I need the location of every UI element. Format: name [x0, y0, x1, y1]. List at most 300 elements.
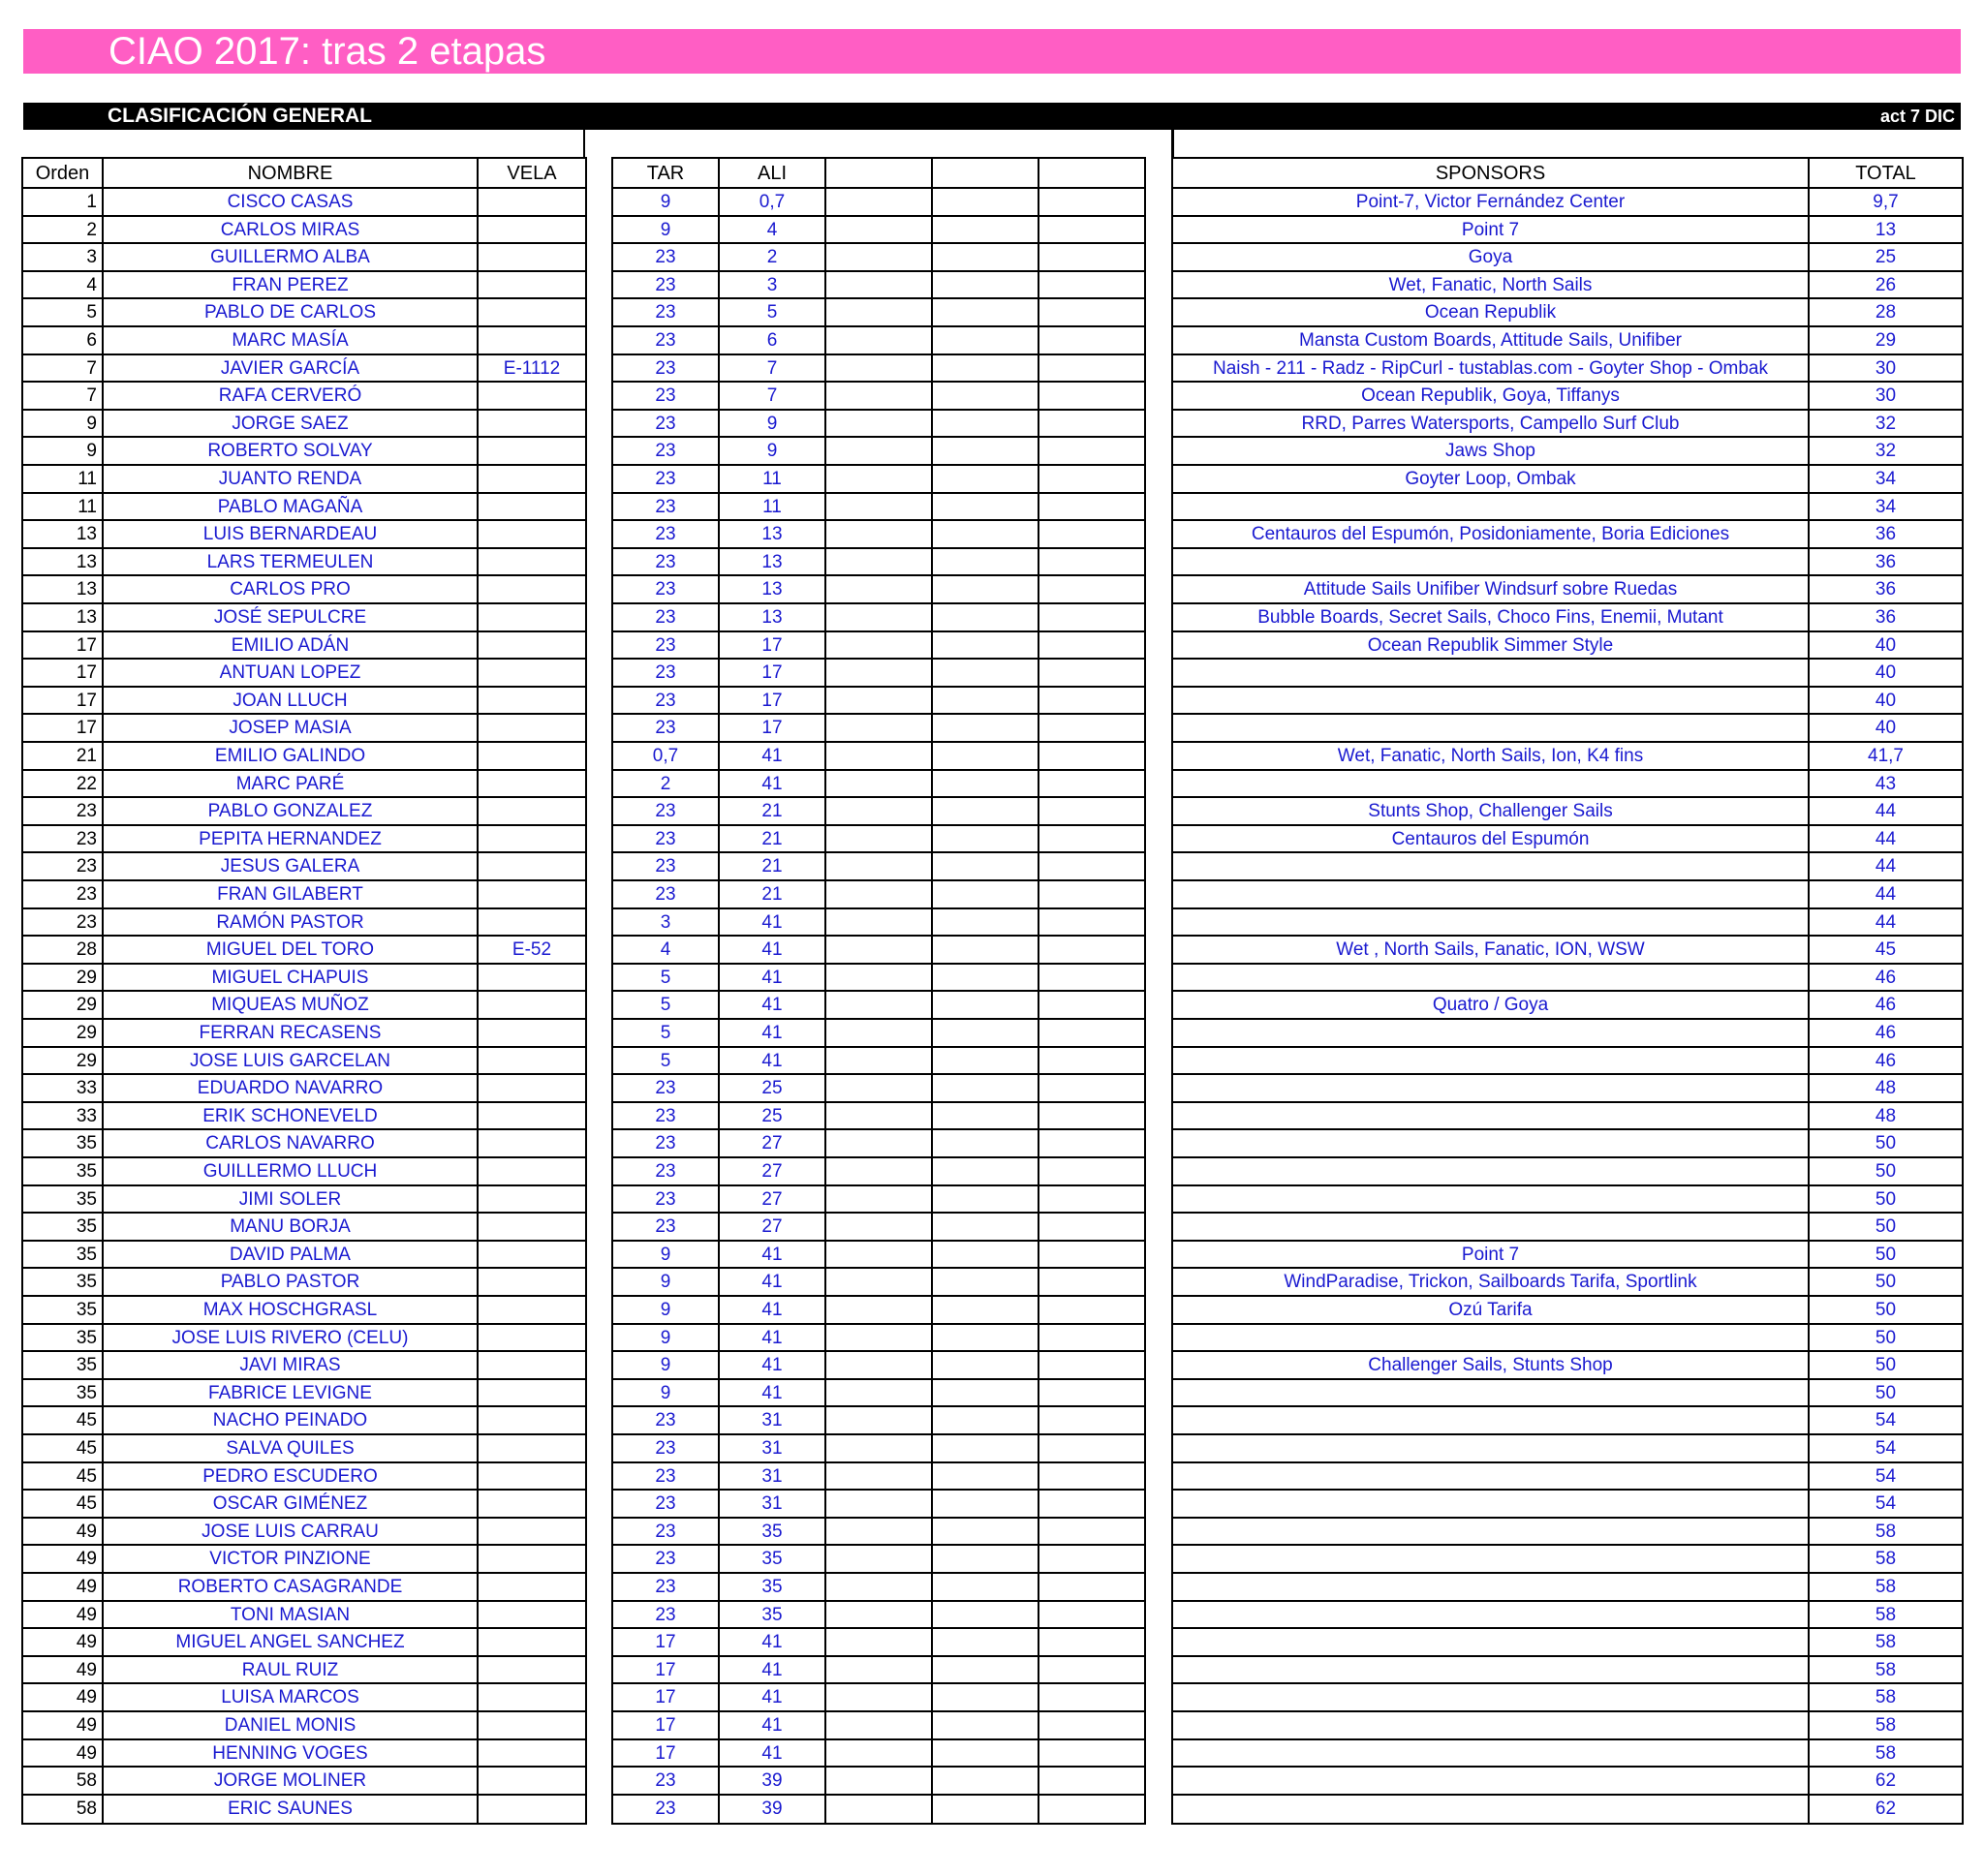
cell-tar: 9 — [660, 192, 671, 212]
cell-ali: 41 — [761, 746, 783, 766]
cell-vela — [479, 299, 585, 327]
cell-nombre: PEPITA HERNANDEZ — [199, 828, 382, 849]
cell-sponsors: Point-7, Victor Fernández Center — [1355, 192, 1626, 212]
cell-sponsors: Centauros del Espumón — [1391, 828, 1590, 849]
cell-vela — [479, 244, 585, 272]
cell-orden: 13 — [76, 579, 97, 600]
cell-sponsors: Wet , North Sails, Fanatic, ION, WSW — [1336, 939, 1645, 961]
cell-orden: 22 — [76, 773, 97, 794]
cell-vela — [479, 1380, 585, 1408]
cell-nombre: LARS TERMEULEN — [206, 551, 374, 572]
cell-total: 43 — [1875, 773, 1897, 794]
cell-tar: 5 — [660, 1050, 671, 1071]
cell-sponsors — [1173, 1020, 1808, 1048]
cell-total: 32 — [1875, 441, 1897, 462]
cell-ali: 41 — [761, 1244, 783, 1265]
cell-tar: 23 — [655, 330, 676, 351]
cell-ali: 39 — [761, 1798, 783, 1819]
cell-ali: 41 — [761, 1687, 783, 1708]
cell-total: 28 — [1875, 302, 1897, 323]
cell-tar: 23 — [655, 634, 676, 656]
cell-tar: 23 — [655, 1078, 676, 1099]
cell-tar: 23 — [655, 1577, 676, 1597]
cell-orden: 17 — [76, 718, 97, 739]
cell-total: 32 — [1875, 413, 1897, 434]
cell-total: 50 — [1875, 1272, 1897, 1293]
cell-vela — [479, 1297, 585, 1325]
cell-sponsors — [1173, 688, 1808, 716]
cell-ali: 21 — [761, 828, 783, 849]
cell-nombre: JESUS GALERA — [220, 856, 360, 877]
cell-nombre: SALVA QUILES — [226, 1438, 355, 1459]
cell-nombre: MARC MASÍA — [232, 330, 349, 351]
cell-tar: 23 — [655, 1133, 676, 1154]
cell-tar: 5 — [660, 1023, 671, 1043]
cell-vela — [479, 1435, 585, 1463]
cell-vela — [479, 1491, 585, 1519]
cell-orden: 35 — [76, 1161, 97, 1182]
cell-vela — [479, 1463, 585, 1492]
cell-tar: 9 — [660, 1327, 671, 1348]
cell-ali: 13 — [761, 607, 783, 628]
table-block-scores — [611, 157, 1146, 1825]
cell-total: 50 — [1875, 1327, 1897, 1348]
cell-nombre: VICTOR PINZIONE — [209, 1549, 371, 1570]
cell-ali: 41 — [761, 1327, 783, 1348]
cell-orden: 33 — [76, 1105, 97, 1126]
cell-orden: 49 — [76, 1659, 97, 1680]
cell-ali: 41 — [761, 1355, 783, 1376]
cell-ali: 35 — [761, 1521, 783, 1542]
cell-ali: 31 — [761, 1438, 783, 1459]
cell-sponsors — [1173, 1214, 1808, 1242]
cell-orden: 13 — [76, 607, 97, 628]
cell-orden: 58 — [76, 1798, 97, 1819]
cell-tar: 23 — [655, 302, 676, 323]
cell-sponsors — [1173, 1407, 1808, 1435]
cell-ali: 5 — [766, 302, 778, 323]
cell-total: 46 — [1875, 1023, 1897, 1043]
cell-nombre: PABLO MAGAÑA — [217, 496, 363, 517]
cell-tar: 23 — [655, 1410, 676, 1431]
cell-nombre: MIGUEL ANGEL SANCHEZ — [175, 1632, 405, 1653]
cell-tar: 4 — [660, 939, 671, 961]
header-gap-left — [583, 130, 1174, 157]
cell-total: 58 — [1875, 1659, 1897, 1680]
cell-total: 44 — [1875, 911, 1897, 933]
cell-vela — [479, 521, 585, 549]
cell-total: 36 — [1875, 579, 1897, 600]
cell-vela — [479, 743, 585, 771]
cell-total: 36 — [1875, 551, 1897, 572]
cell-orden: 13 — [76, 524, 97, 545]
cell-vela — [479, 1546, 585, 1574]
cell-orden: 5 — [86, 302, 97, 323]
cell-ali: 39 — [761, 1770, 783, 1792]
cell-nombre: JOSÉ SEPULCRE — [213, 607, 367, 628]
cell-orden: 9 — [86, 413, 97, 434]
cell-nombre: MIGUEL CHAPUIS — [211, 967, 369, 988]
cell-ali: 31 — [761, 1493, 783, 1515]
cell-sponsors — [1173, 1491, 1808, 1519]
cell-total: 25 — [1875, 247, 1897, 268]
cell-total: 13 — [1875, 219, 1897, 240]
cell-tar: 23 — [655, 413, 676, 434]
cell-total: 54 — [1875, 1438, 1897, 1459]
cell-vela — [479, 881, 585, 909]
cell-orden: 58 — [76, 1770, 97, 1792]
cell-vela — [479, 1574, 585, 1602]
cell-ali: 17 — [761, 634, 783, 656]
cell-orden: 49 — [76, 1687, 97, 1708]
cell-nombre: NACHO PEINADO — [212, 1410, 368, 1431]
cell-sponsors — [1173, 1712, 1808, 1740]
cell-tar: 23 — [655, 247, 676, 268]
cell-orden: 17 — [76, 634, 97, 656]
cell-sponsors: Attitude Sails Unifiber Windsurf sobre Ruedas — [1303, 579, 1678, 600]
cell-tar: 23 — [655, 828, 676, 849]
cell-tar: 17 — [655, 1687, 676, 1708]
cell-vela — [479, 1048, 585, 1076]
cell-sponsors — [1173, 549, 1808, 577]
cell-tar: 9 — [660, 1244, 671, 1265]
cell-sponsors: Mansta Custom Boards, Attitude Sails, Unifiber — [1299, 330, 1682, 351]
cell-vela — [479, 965, 585, 993]
cell-total: 58 — [1875, 1715, 1897, 1736]
cell-orden: 45 — [76, 1438, 97, 1459]
cell-total: 44 — [1875, 856, 1897, 877]
cell-vela — [479, 992, 585, 1020]
cell-orden: 33 — [76, 1078, 97, 1099]
cell-tar: 23 — [655, 1549, 676, 1570]
cell-vela — [479, 327, 585, 355]
cell-total: 40 — [1875, 718, 1897, 739]
header-tar: TAR — [646, 163, 685, 184]
cell-total: 58 — [1875, 1742, 1897, 1764]
cell-sponsors — [1173, 881, 1808, 909]
cell-total: 9,7 — [1873, 192, 1899, 212]
cell-nombre: ROBERTO SOLVAY — [207, 441, 373, 462]
cell-ali: 21 — [761, 801, 783, 822]
cell-tar: 3 — [660, 911, 671, 933]
cell-ali: 41 — [761, 1050, 783, 1071]
cell-total: 44 — [1875, 801, 1897, 822]
cell-tar: 17 — [655, 1742, 676, 1764]
cell-orden: 23 — [76, 801, 97, 822]
table-block-names — [21, 157, 587, 1825]
cell-tar: 23 — [655, 607, 676, 628]
cell-vela — [479, 438, 585, 466]
cell-nombre: JUANTO RENDA — [218, 469, 362, 489]
cell-orden: 3 — [86, 247, 97, 268]
cell-tar: 23 — [655, 1521, 676, 1542]
cell-ali: 13 — [761, 579, 783, 600]
cell-ali: 41 — [761, 1382, 783, 1403]
cell-total: 50 — [1875, 1188, 1897, 1210]
cell-vela — [479, 1712, 585, 1740]
cell-sponsors — [1173, 1435, 1808, 1463]
cell-tar: 9 — [660, 219, 671, 240]
cell-tar: 23 — [655, 801, 676, 822]
cell-sponsors — [1173, 1519, 1808, 1547]
cell-sponsors: Naish - 211 - Radz - RipCurl - tustablas.com - Goyter Shop - Ombak — [1212, 357, 1768, 379]
cell-total: 26 — [1875, 274, 1897, 295]
cell-nombre: ERIC SAUNES — [228, 1798, 353, 1819]
cell-vela — [479, 1629, 585, 1657]
cell-vela — [479, 632, 585, 661]
cell-nombre: PEDRO ESCUDERO — [202, 1465, 378, 1487]
cell-nombre: ANTUAN LOPEZ — [219, 662, 361, 684]
cell-vela — [479, 1519, 585, 1547]
cell-sponsors: Point 7 — [1461, 1244, 1520, 1265]
cell-ali: 41 — [761, 1023, 783, 1043]
cell-ali: 17 — [761, 718, 783, 739]
update-note: act 7 DIC — [1879, 107, 1955, 126]
cell-vela — [479, 1158, 585, 1186]
cell-orden: 35 — [76, 1382, 97, 1403]
cell-sponsors — [1173, 1325, 1808, 1353]
cell-nombre: JAVIER GARCÍA — [220, 357, 360, 379]
cell-sponsors — [1173, 1130, 1808, 1158]
cell-tar: 23 — [655, 1493, 676, 1515]
cell-nombre: CARLOS MIRAS — [220, 219, 360, 240]
cell-tar: 0,7 — [652, 746, 679, 766]
cell-orden: 13 — [76, 551, 97, 572]
cell-total: 50 — [1875, 1161, 1897, 1182]
cell-total: 40 — [1875, 634, 1897, 656]
cell-total: 46 — [1875, 995, 1897, 1016]
cell-total: 58 — [1875, 1687, 1897, 1708]
cell-tar: 9 — [660, 1272, 671, 1293]
cell-sponsors: Wet, Fanatic, North Sails — [1388, 274, 1593, 295]
cell-ali: 21 — [761, 856, 783, 877]
cell-tar: 23 — [655, 1188, 676, 1210]
cell-tar: 5 — [660, 995, 671, 1016]
cell-ali: 35 — [761, 1549, 783, 1570]
cell-orden: 35 — [76, 1133, 97, 1154]
cell-orden: 11 — [78, 469, 97, 489]
cell-vela — [479, 1130, 585, 1158]
cell-vela — [479, 1657, 585, 1685]
cell-ali: 27 — [761, 1216, 783, 1238]
cell-nombre: CARLOS NAVARRO — [205, 1133, 375, 1154]
cell-nombre: MAX HOSCHGRASL — [202, 1300, 378, 1320]
cell-total: 45 — [1875, 939, 1897, 961]
cell-nombre: CISCO CASAS — [227, 192, 354, 212]
cell-total: 50 — [1875, 1355, 1897, 1376]
cell-sponsors — [1173, 1740, 1808, 1768]
cell-ali: 27 — [761, 1161, 783, 1182]
cell-ali: 27 — [761, 1133, 783, 1154]
cell-tar: 23 — [655, 1161, 676, 1182]
cell-tar: 17 — [655, 1715, 676, 1736]
cell-sponsors: Quatro / Goya — [1432, 995, 1549, 1016]
cell-orden: 17 — [76, 662, 97, 684]
cell-ali: 3 — [766, 274, 778, 295]
cell-nombre: PABLO GONZALEZ — [207, 801, 373, 822]
cell-orden: 4 — [86, 274, 97, 295]
cell-orden: 23 — [76, 884, 97, 905]
cell-sponsors — [1173, 1546, 1808, 1574]
cell-vela — [479, 383, 585, 411]
cell-vela — [479, 1407, 585, 1435]
cell-nombre: JAVI MIRAS — [239, 1355, 341, 1376]
cell-ali: 4 — [766, 219, 778, 240]
cell-orden: 45 — [76, 1493, 97, 1515]
cell-nombre: LUIS BERNARDEAU — [202, 524, 378, 545]
cell-vela — [479, 1186, 585, 1215]
cell-total: 30 — [1875, 385, 1897, 407]
cell-ali: 31 — [761, 1465, 783, 1487]
cell-orden: 35 — [76, 1327, 97, 1348]
cell-orden: 2 — [86, 219, 97, 240]
cell-sponsors: Ocean Republik — [1424, 302, 1557, 323]
section-title: CLASIFICACIÓN GENERAL — [108, 105, 372, 127]
cell-nombre: JORGE SAEZ — [232, 413, 349, 434]
cell-ali: 9 — [766, 413, 778, 434]
cell-nombre: MIGUEL DEL TORO — [205, 939, 375, 961]
cell-tar: 23 — [655, 469, 676, 489]
cell-vela — [479, 272, 585, 300]
cell-sponsors — [1173, 1574, 1808, 1602]
cell-tar: 23 — [655, 441, 676, 462]
cell-ali: 11 — [762, 469, 782, 489]
cell-tar: 23 — [655, 1770, 676, 1792]
cell-total: 30 — [1875, 357, 1897, 379]
cell-tar: 9 — [660, 1382, 671, 1403]
header-nombre: NOMBRE — [247, 163, 333, 184]
cell-vela: E-52 — [512, 939, 552, 961]
cell-tar: 9 — [660, 1355, 671, 1376]
cell-total: 41,7 — [1868, 746, 1904, 766]
cell-tar: 23 — [655, 1105, 676, 1126]
cell-orden: 35 — [76, 1300, 97, 1320]
cell-sponsors — [1173, 1684, 1808, 1712]
cell-total: 34 — [1875, 469, 1897, 489]
cell-tar: 23 — [655, 1604, 676, 1625]
cell-vela — [479, 1325, 585, 1353]
cell-nombre: MARC PARÉ — [235, 773, 345, 794]
cell-sponsors: Ozú Tarifa — [1448, 1300, 1533, 1320]
cell-orden: 45 — [76, 1465, 97, 1487]
header-sponsors: SPONSORS — [1435, 163, 1546, 184]
cell-ali: 41 — [761, 939, 783, 961]
cell-nombre: ROBERTO CASAGRANDE — [177, 1577, 403, 1597]
header-total: TOTAL — [1855, 163, 1916, 184]
cell-orden: 23 — [76, 856, 97, 877]
cell-sponsors: Challenger Sails, Stunts Shop — [1368, 1355, 1613, 1376]
cell-orden: 28 — [76, 939, 97, 961]
cell-total: 58 — [1875, 1577, 1897, 1597]
cell-ali: 2 — [766, 247, 778, 268]
cell-nombre: FABRICE LEVIGNE — [208, 1382, 372, 1403]
cell-orden: 35 — [76, 1216, 97, 1238]
cell-total: 58 — [1875, 1521, 1897, 1542]
cell-orden: 11 — [78, 496, 97, 517]
cell-orden: 49 — [76, 1577, 97, 1597]
cell-tar: 23 — [655, 718, 676, 739]
cell-nombre: JOAN LLUCH — [232, 690, 348, 711]
cell-orden: 49 — [76, 1715, 97, 1736]
cell-nombre: JIMI SOLER — [238, 1188, 342, 1210]
cell-orden: 1 — [86, 192, 97, 212]
cell-vela — [479, 576, 585, 604]
cell-nombre: FRAN PEREZ — [232, 274, 349, 295]
cell-ali: 41 — [761, 1659, 783, 1680]
cell-sponsors — [1173, 1075, 1808, 1103]
cell-nombre: MANU BORJA — [230, 1216, 351, 1238]
cell-tar: 23 — [655, 274, 676, 295]
cell-total: 58 — [1875, 1549, 1897, 1570]
cell-nombre: LUISA MARCOS — [221, 1687, 359, 1708]
cell-sponsors — [1173, 1768, 1808, 1796]
cell-nombre: GUILLERMO LLUCH — [202, 1161, 378, 1182]
cell-sponsors: Goya — [1468, 247, 1513, 268]
cell-ali: 41 — [761, 911, 783, 933]
cell-tar: 17 — [655, 1659, 676, 1680]
cell-vela — [479, 466, 585, 494]
cell-ali: 13 — [761, 551, 783, 572]
header-orden: Orden — [35, 163, 90, 184]
cell-orden: 49 — [76, 1742, 97, 1764]
cell-sponsors — [1173, 715, 1808, 743]
cell-orden: 35 — [76, 1188, 97, 1210]
cell-orden: 29 — [76, 1023, 97, 1043]
cell-ali: 0,7 — [759, 192, 786, 212]
cell-ali: 11 — [762, 496, 782, 517]
cell-sponsors — [1173, 1629, 1808, 1657]
cell-ali: 35 — [761, 1604, 783, 1625]
cell-vela — [479, 1020, 585, 1048]
cell-sponsors — [1173, 494, 1808, 522]
cell-tar: 23 — [655, 551, 676, 572]
cell-nombre: DANIEL MONIS — [224, 1715, 356, 1736]
cell-sponsors: Centauros del Espumón, Posidoniamente, Boria Ediciones — [1251, 524, 1730, 545]
cell-ali: 31 — [761, 1410, 783, 1431]
cell-nombre: PABLO DE CARLOS — [203, 302, 377, 323]
cell-ali: 17 — [761, 690, 783, 711]
cell-nombre: PABLO PASTOR — [220, 1272, 360, 1293]
cell-tar: 23 — [655, 1798, 676, 1819]
cell-total: 50 — [1875, 1216, 1897, 1238]
cell-total: 54 — [1875, 1465, 1897, 1487]
cell-vela — [479, 1352, 585, 1380]
cell-sponsors: WindParadise, Trickon, Sailboards Tarifa, Sportlink — [1284, 1272, 1697, 1293]
cell-total: 54 — [1875, 1493, 1897, 1515]
cell-ali: 7 — [766, 357, 778, 379]
cell-vela — [479, 715, 585, 743]
cell-tar: 23 — [655, 357, 676, 379]
cell-ali: 41 — [761, 995, 783, 1016]
cell-vela — [479, 604, 585, 632]
cell-sponsors — [1173, 771, 1808, 799]
cell-vela — [479, 1768, 585, 1796]
cell-nombre: GUILLERMO ALBA — [210, 247, 370, 268]
cell-sponsors: Stunts Shop, Challenger Sails — [1368, 801, 1613, 822]
cell-tar: 23 — [655, 856, 676, 877]
cell-sponsors: Ocean Republik, Goya, Tiffanys — [1361, 385, 1620, 407]
cell-orden: 21 — [76, 746, 97, 766]
cell-ali: 17 — [761, 662, 783, 684]
cell-sponsors — [1173, 909, 1808, 938]
cell-vela — [479, 1602, 585, 1630]
page-title: CIAO 2017: tras 2 etapas — [23, 29, 1961, 74]
cell-tar: 23 — [655, 579, 676, 600]
header-gap-right — [1171, 130, 1965, 157]
cell-vela — [479, 688, 585, 716]
cell-vela — [479, 660, 585, 688]
cell-total: 40 — [1875, 662, 1897, 684]
